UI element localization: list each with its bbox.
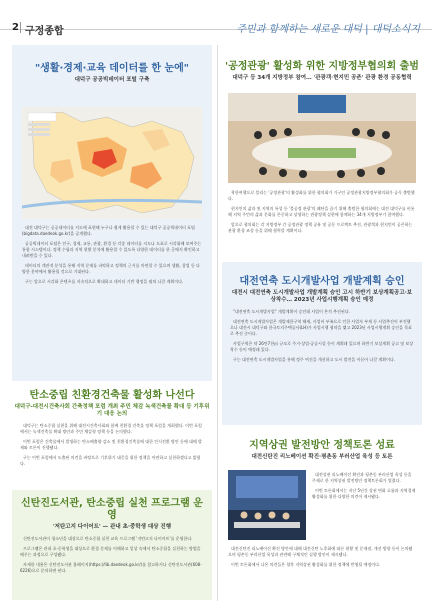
article-1-box — [12, 45, 212, 381]
meeting-graphic — [228, 93, 416, 183]
article-4-subtitle: 대덕구 등 34개 지방정부 참여… '관광객·현지민 공존' 관광 환경 공동협력 — [232, 75, 412, 81]
article-4-title: '공정관광' 활성화 위한 지방정부협의회 출범 — [225, 61, 419, 72]
article-3-para-2: 프로그램은 관내 초·중학생을 대상으로 환경 문제를 이해하고 일상 속에서 탄소중립을 실천하는 방법을 배우는 과정으로 구성됐다. — [20, 546, 201, 557]
article-6-para-2: 이번 토론회에서는 지난 5년간 상권 변화 흐름과 지역경제 활성화를 위한 다양한 의견이 제시됐다. — [312, 488, 416, 499]
article-2-para-2: 이번 포럼은 건축물에서 발생하는 탄소배출량 감소 및 친환경건축물에 대한 인식전환 방안 등에 대해 발제와 토론이 진행됐다. — [20, 439, 202, 450]
section-title: 구정종합 — [25, 26, 64, 37]
article-4-para-3: 앞으로 협의회는 각 지방정부 간 공정관광 정책 공유 및 공동 프로젝트 추진, 관광객과 현지민이 공존하는 관광 환경 조성 등을 위해 협력할 계획이다. — [228, 222, 413, 233]
article-5-para-2: 사업구역은 약 26만7천㎡ 규모로 주거·상업·공공시설 등이 계획돼 있으며 하반기 보상계획 공고 및 보상 착수 등이 예정돼 있다. — [230, 341, 414, 352]
map-image — [22, 107, 202, 219]
article-3-para-1: 신탄진도서관이 청소년을 대상으로 탄소중립 실천 교육 프로그램 '저탄고지 다이어트'를 운영한다. — [23, 536, 193, 541]
article-3-para-3: 자세한 내용은 신탄진도서관 홈페이지(https://lib.daedeok.go.kr/)를 참고하거나 신탄진도서관(608-6226)으로 문의하면 된다. — [20, 562, 202, 573]
article-1-para-2: 공공빅데이터 포털은 인구, 경제, 교통, 관광, 환경 등 각종 데이터를 지도나 도표로 시각화해 보여주는 통합 시스템이다. 정책 수립과 지역 현황 분석에 활용할 수 있도록 다양한 데이터를 한 곳에서 확인하고 내려받을 수 있다. — [22, 241, 202, 258]
article-5-para-1: 대전연축 도시개발사업은 개발제한구역 해제, 사업비 부족으로 인한 사업자 부재 등 사업추진이 부진했으나 대전시 대덕구와 한국토지주택공사(LH)가 사업시행 협약을 맺고 2023년 사업시행계획 승인을 목표로 추진 중이다. — [230, 319, 412, 336]
column-divider — [217, 45, 218, 601]
article-1-subtitle: 대덕구 공공빅데이터 포털 구축 — [74, 77, 150, 83]
article-5-body — [222, 304, 422, 363]
page-number: 2 — [12, 22, 19, 33]
page-header — [0, 0, 432, 37]
article-6-body — [228, 546, 416, 572]
article-2-para-1: 대덕구는 탄소중립 실현을 위해 대전시건축사회와 함께 친환경 건축물 정책 포럼을 개최했다. 이번 포럼에서는 녹색건축물 확대 방안과 주민 체감형 정책 등을 논의했다. — [20, 423, 202, 434]
conference-photo — [228, 93, 416, 183]
article-6-para-1: 대전상권 리노베이션 확진과 평촌동 부러산업 육성 등을 주제로 한 지역상권 발전방안 정책토론회가 열렸다. — [312, 472, 412, 483]
article-2-subtitle: 대덕구-대전시건축사회 간축정책 포럼 개최 주민 체감 녹색건축물 확대 등 기후위기 대응 논의 — [14, 404, 210, 417]
article-1-para-3: 데이터의 객관적 분석을 통해 지역 문제를 파악하고 정책의 근거를 마련할 수 있으며 생활, 창업 등 다양한 분야에서 활용될 것으로 기대된다. — [22, 263, 200, 274]
article-6-para-3: 대전신탄진 리노베이션 확진 방안에 대해 대전신탄 노후화에 따른 현황 및 문제점, 개선 방향 등이 논의됐으며 평촌동 부러산업 육성과 관련해 구체적인 실행 방안이 제시됐다. — [228, 546, 413, 557]
article-6-para-4: 이번 토론회에서 나온 의견들은 향후 지역상권 활성화를 위한 정책에 반영될 예정이다. — [231, 562, 381, 567]
article-1-para-1: 대전 대덕구는 공공데이터를 지도에 표현해 누구나 쉽게 활용할 수 있는 대덕구 공공빅데이터 포털(bigdata.daedeok.go.kr)을 공개했다. — [22, 225, 195, 236]
article-6 — [222, 428, 422, 604]
article-3-box — [12, 490, 212, 600]
article-2-para-3: 구는 이번 포럼에서 도출된 의견을 바탕으로 기후위기 대응을 위한 정책을 마련하고 실천하겠다고 밝혔다. — [20, 455, 201, 466]
article-3-body — [12, 531, 212, 574]
article-6-intro — [312, 472, 416, 504]
forum-graphic — [228, 470, 306, 540]
article-5-box — [222, 262, 422, 425]
tagline: 주민과 함께하는 새로운 대덕 | 대덕소식지 — [236, 24, 420, 35]
article-6-title: 지역상권 발전방안 정책토론 성료 — [249, 440, 395, 451]
article-5-quote: "대전연축 도시개발사업" 개발계획이 승인돼 사업이 본격 추진된다. — [233, 309, 350, 314]
article-4 — [222, 45, 422, 257]
article-3-title: 신탄진도서관, 탄소중립 실천 프로그램 운영 — [21, 498, 203, 521]
article-1-para-4: 구는 앞으로 시각화 콘텐츠를 지속적으로 확대하고 데이터 기반 행정을 펼쳐 나갈 계획이다. — [25, 279, 184, 284]
article-1-body — [22, 225, 202, 289]
article-1-title: "생활·경제·교육 데이터를 한 눈에" — [34, 63, 190, 74]
article-5-subtitle: 대전시 대전연축 도시개발사업 개발계획 승인 고시 하반기 보상계획공고·보상착수… 2023년 사업시행계획 승인 예정 — [231, 290, 413, 303]
heatmap-graphic — [22, 107, 202, 219]
header-separator — [20, 22, 21, 33]
article-2-body — [12, 423, 212, 467]
article-4-body — [228, 190, 416, 238]
article-3-subtitle: '저탄고지 다이어트' — 관내 초·중학생 대상 진행 — [52, 524, 172, 530]
article-5-title: 대전연축 도시개발사업 개발계획 승인 — [239, 276, 405, 287]
article-4-para-2: 현지인의 삶과 및 지역의 특성 등 '불공정 관광'의 폐단을 끊기 위해 출범한 협의회에는 대전 대덕구를 비롯해 지역 주민의 삶과 문화를 존중하고 상생하는 관광정책 실현에 함께하는 34개 지방정부가 참여했다. — [228, 206, 415, 217]
forum-photo — [228, 470, 306, 540]
article-4-para-1: 착한여행으로 불리는 '공정관광'의 활성화를 위한 협의회가 기구인 공정관광지방정부협의회가 공식 출범했다. — [228, 190, 415, 201]
article-5-para-3: 구는 대전연축 도시개발사업을 통해 정주 여건을 개선하고 도시 발전을 이끌어 나갈 계획이다. — [233, 357, 396, 362]
article-6-subtitle: 대전신탄진 리노베이션 확진·평촌동 부러산업 육성 등 토론 — [251, 454, 393, 460]
article-2-title: 탄소중립 친환경건축물 활성화 나선다 — [29, 390, 195, 401]
article-2 — [12, 382, 212, 472]
